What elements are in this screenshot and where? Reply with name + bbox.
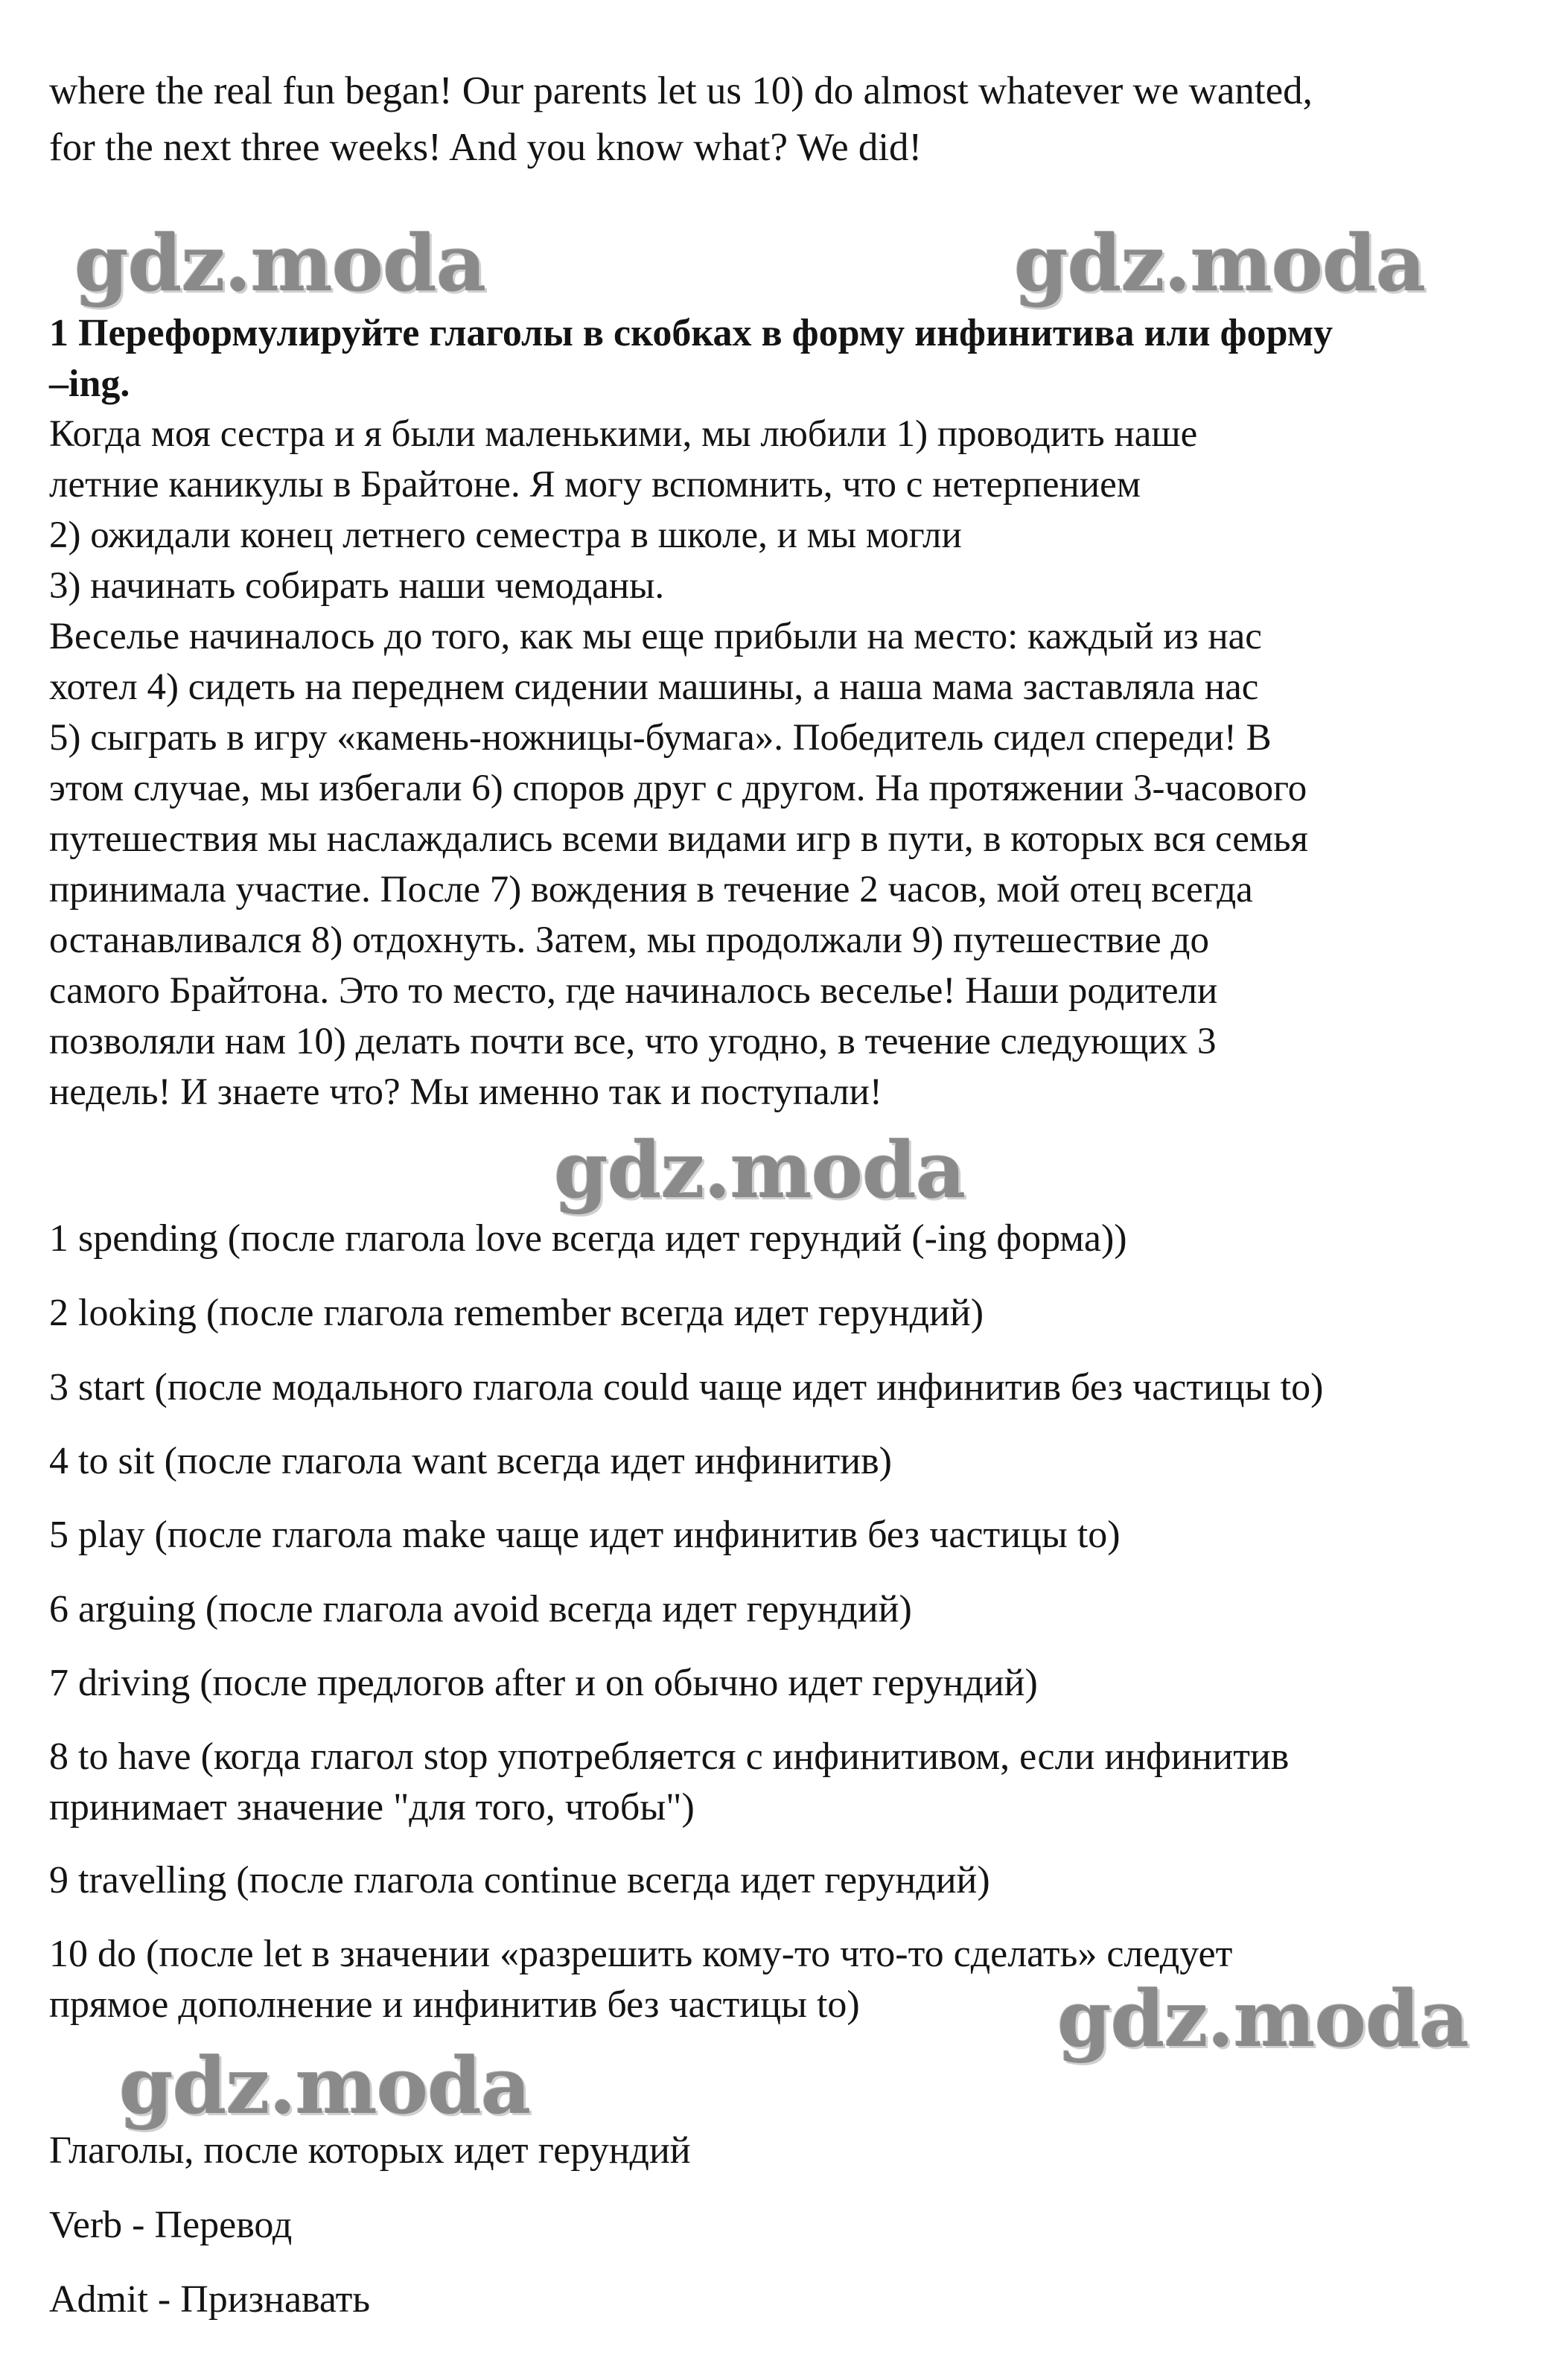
translation-line: Когда моя сестра и я были маленькими, мы любили 1) проводить наше	[49, 413, 1198, 455]
translation-line: Веселье начиналось до того, как мы еще прибыли на место: каждый из нас	[49, 616, 1262, 657]
translation-line: 3) начинать собирать наши чемоданы.	[49, 565, 665, 607]
translation-line: хотел 4) сидеть на переднем сидении машины, а наша мама заставляла нас	[49, 666, 1259, 708]
translation-line: этом случае, мы избегали 6) споров друг с другом. На протяжении 3-часового	[49, 768, 1307, 809]
answer-item: 1 spending (после глагола love всегда идет герундий (-ing форма))	[49, 1217, 1127, 1260]
answer-item: 4 to sit (после глагола want всегда идет инфинитив)	[49, 1440, 892, 1482]
answer-item: 6 arguing (после глагола avoid всегда идет герундий)	[49, 1588, 912, 1630]
watermark-logo: gdz.moda	[1014, 217, 1426, 309]
translation-line: останавливался 8) отдохнуть. Затем, мы продолжали 9) путешествие до	[49, 919, 1209, 961]
answer-item-continuation: принимает значение "для того, чтобы")	[49, 1786, 695, 1829]
task-heading: –ing.	[49, 363, 130, 405]
answer-item: 3 start (после модального глагола could чаще идет инфинитив без частицы to)	[49, 1366, 1324, 1409]
translation-line: 5) сыграть в игру «камень-ножницы-бумага». Победитель сидел спереди! В	[49, 717, 1272, 759]
answer-item: 2 looking (после глагола remember всегда идет герундий)	[49, 1292, 984, 1334]
translation-line: позволяли нам 10) делать почти все, что угодно, в течение следующих 3	[49, 1021, 1217, 1062]
verb-row: Admit - Признавать	[49, 2278, 371, 2321]
answer-item: 7 driving (после предлогов after и on обычно идет герундий)	[49, 1662, 1038, 1704]
watermark-logo: gdz.moda	[119, 2040, 531, 2132]
answer-item-continuation: прямое дополнение и инфинитив без частицы to)	[49, 1983, 860, 2026]
watermark-logo: gdz.moda	[74, 217, 486, 309]
answer-item: 10 do (после let в значении «разрешить кому-то что-то сделать» следует	[49, 1933, 1233, 1975]
watermark-logo: gdz.moda	[1057, 1973, 1469, 2065]
translation-line: путешествия мы наслаждались всеми видами игр в пути, в которых вся семья	[49, 818, 1308, 860]
translation-line: недель! И знаете что? Мы именно так и поступали!	[49, 1071, 882, 1113]
translation-line: самого Брайтона. Это то место, где начиналось веселье! Наши родители	[49, 970, 1218, 1012]
answer-item: 9 travelling (после глагола continue всегда идет герундий)	[49, 1859, 990, 1901]
translation-line: 2) ожидали конец летнего семестра в школе, и мы могли	[49, 514, 962, 556]
translation-line: летние каникулы в Брайтоне. Я могу вспомнить, что с нетерпением	[49, 464, 1141, 506]
answer-item: 5 play (после глагола make чаще идет инфинитив без частицы to)	[49, 1514, 1121, 1556]
section-title: Глаголы, после которых идет герундий	[49, 2129, 691, 2172]
task-heading: 1 Переформулируйте глаголы в скобках в форму инфинитива или форму	[49, 312, 1333, 354]
watermark-logo: gdz.moda	[554, 1124, 966, 1216]
table-header: Verb - Перевод	[49, 2204, 293, 2246]
answer-item: 8 to have (когда глагол stop употребляется с инфинитивом, если инфинитив	[49, 1735, 1290, 1778]
translation-line: принимала участие. После 7) вождения в течение 2 часов, мой отец всегда	[49, 869, 1253, 911]
intro-line: for the next three weeks! And you know what? We did!	[49, 126, 922, 169]
intro-line: where the real fun began! Our parents let us 10) do almost whatever we wanted,	[49, 69, 1313, 112]
